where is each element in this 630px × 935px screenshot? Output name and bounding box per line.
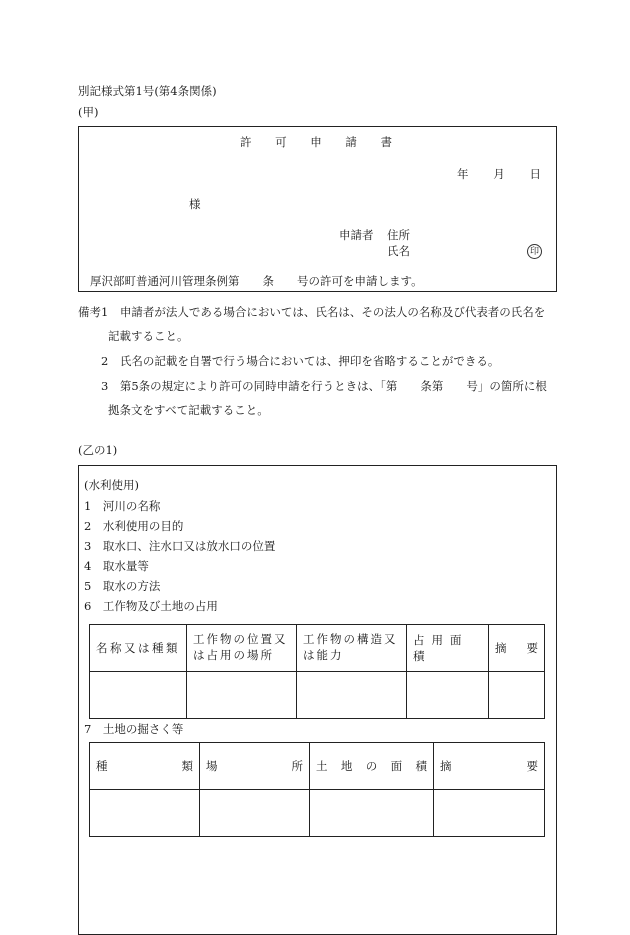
note-3-line-2: 拠条文をすべて記載すること。 [108,403,269,417]
date-field [457,169,541,181]
water-use-heading: (水利使用) [84,478,139,492]
excavation-table-row [90,790,545,837]
item-4: 4 取水量等 [84,559,149,573]
cell [489,672,545,719]
date-day: 日 [529,167,541,181]
col-remarks [434,743,545,790]
title-char: 許 [240,135,252,149]
col-location [187,625,297,672]
col-structure-line-2: は能力 [303,648,344,662]
application-title [240,137,392,149]
cell [200,790,310,837]
excavation-table-header [90,743,545,790]
item-2: 2 水利使用の目的 [84,519,184,533]
title-char: 請 [345,135,357,149]
title-char: 可 [275,135,287,149]
col-land-area-char: 積 [415,759,427,773]
cell [187,672,297,719]
note-2: 2 氏名の記載を自署で行う場合においては、押印を省略することができる。 [101,354,500,368]
col-land-area-char: 土 [316,759,328,773]
name-label: 氏名 [387,244,410,258]
addressee-suffix: 様 [189,197,201,211]
col-type [90,743,200,790]
form-number: 別記様式第1号(第4条関係) [78,84,217,98]
col-remarks [489,625,545,672]
occupancy-table-header [90,625,545,672]
col-remarks-char: 要 [526,641,538,655]
application-statement: 厚沢部町普通河川管理条例第 条 号の許可を申請します。 [90,274,423,288]
col-type-char: 種 [96,759,108,773]
application-box [78,126,557,292]
col-remarks-char: 摘 [440,759,452,773]
address-label: 住所 [387,228,410,242]
col-land-area-char: の [365,759,378,773]
col-occupied-area-label: 占用面積 [413,633,469,663]
col-place-char: 所 [291,759,303,773]
item-6: 6 工作物及び土地の占用 [84,599,218,613]
col-structure-line-1: 工作物の構造又 [303,632,398,647]
occupancy-table [89,624,545,719]
col-land-area-char: 地 [340,759,353,773]
date-month: 月 [493,167,505,181]
col-place-char: 場 [206,759,218,773]
note-3-line-1: 3 第5条の規定により許可の同時申請を行うときは、「第 条第 号」の箇所に根 [101,379,547,393]
section-ko-label: (甲) [78,105,99,119]
col-name-or-type-label: 名称又は種類 [96,641,180,655]
item-3: 3 取水口、注水口又は放水口の位置 [84,539,276,553]
col-place [200,743,310,790]
col-remarks-char: 摘 [495,641,507,655]
note-1-line-2: 記載すること。 [108,329,189,343]
seal-mark: 印 [527,244,542,259]
applicant-label: 申請者 [339,228,374,242]
cell [90,672,187,719]
cell [297,672,407,719]
col-land-area [310,743,434,790]
item-5: 5 取水の方法 [84,579,161,593]
col-occupied-area [407,625,489,672]
title-char: 申 [310,135,322,149]
col-remarks-char: 要 [526,759,538,773]
col-name-or-type [90,625,187,672]
col-structure [297,625,407,672]
col-land-area-char: 面 [390,759,403,773]
col-type-char: 類 [181,759,193,773]
item-1: 1 河川の名称 [84,499,161,513]
cell [90,790,200,837]
col-location-line-2: は占用の場所 [193,648,274,662]
excavation-table [89,742,545,837]
date-year: 年 [457,167,469,181]
occupancy-table-row [90,672,545,719]
cell [407,672,489,719]
section-otsu-label: (乙の1) [78,443,118,457]
col-location-line-1: 工作物の位置又 [193,632,288,647]
note-1-line-1: 備考1 申請者が法人である場合においては、氏名は、その法人の名称及び代表者の氏名を [78,305,546,319]
cell [310,790,434,837]
item-7: 7 土地の掘さく等 [84,722,184,736]
title-char: 書 [380,135,392,149]
cell [434,790,545,837]
